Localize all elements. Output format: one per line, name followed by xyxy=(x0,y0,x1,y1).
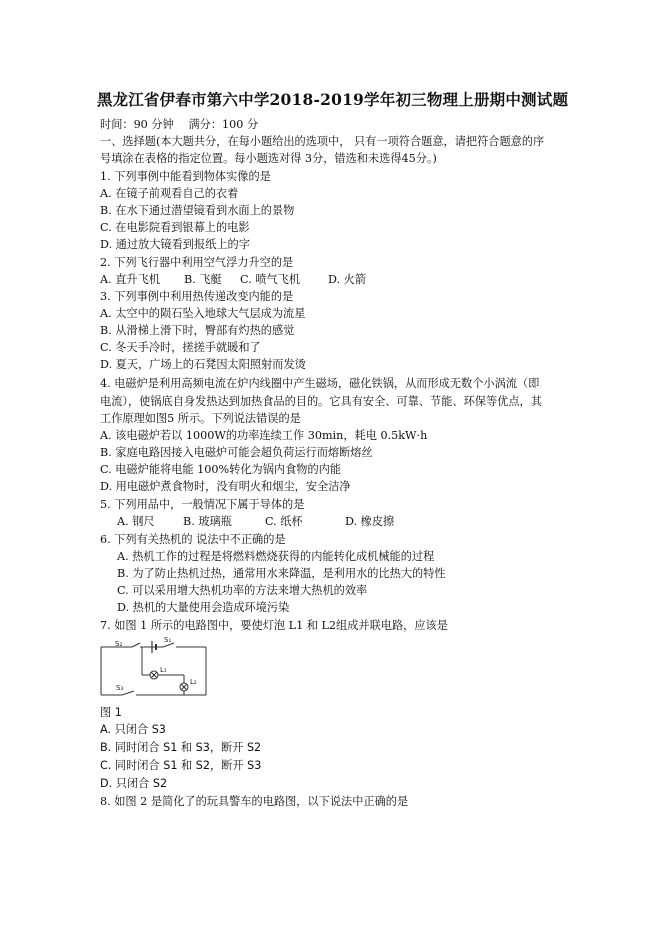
q7-option-a: A. 只闭合 S3 xyxy=(100,723,166,736)
q1-option-a: A. 在镜子前观看自己的衣着 xyxy=(100,187,239,200)
q3-option-a: A. 太空中的陨石坠入地球大气层成为流星 xyxy=(100,307,306,320)
q2-option-d: D. 火箭 xyxy=(328,273,367,286)
label-s2: S₂ xyxy=(115,640,123,648)
q7-stem: 7. 如图 1 所示的电路图中，要使灯泡 L1 和 L2组成并联电路，应该是 xyxy=(100,619,448,632)
q7-option-c: C. 同时闭合 S1 和 S2，断开 S3 xyxy=(100,759,262,772)
figure-1-label: 图 1 xyxy=(100,706,122,719)
q4-option-d: D. 用电磁炉煮食物时，没有明火和烟尘，安全洁净 xyxy=(100,480,351,493)
exam-meta: 时间：90 分钟 满分：100 分 xyxy=(100,118,259,131)
section-instructions-line-1: 一、选择题(本大题共分，在每小题给出的选项中， 只有一项符合题意，请把符合题意的序 xyxy=(100,135,545,148)
q4-stem-line-3: 工作原理如图5 所示。下列说法错误的是 xyxy=(100,412,301,425)
q3-option-b: B. 从滑梯上滑下时，臀部有灼热的感觉 xyxy=(100,324,295,337)
label-l2: L₂ xyxy=(190,678,197,686)
q6-option-c: C. 可以采用增大热机功率的方法来增大热机的效率 xyxy=(117,584,368,597)
q3-stem: 3. 下列事例中利用热传递改变内能的是 xyxy=(100,290,294,303)
q5-option-a: A. 钢尺 xyxy=(117,515,155,528)
q2-option-c: C. 喷气飞机 xyxy=(240,273,301,286)
q1-option-b: B. 在水下通过潜望镜看到水面上的景物 xyxy=(100,204,295,217)
q5-option-d: D. 橡皮擦 xyxy=(345,515,395,528)
q6-stem: 6. 下列有关热机的 说法中不正确的是 xyxy=(100,533,286,546)
section-instructions-line-2: 号填涂在表格的指定位置。每小题选对得 3分，错选和未选得45分。) xyxy=(100,152,437,165)
q6-option-d: D. 热机的大量使用会造成环境污染 xyxy=(117,601,290,614)
q7-option-b: B. 同时闭合 S1 和 S3，断开 S2 xyxy=(100,741,262,754)
q5-stem: 5. 下列用品中，一般情况下属于导体的是 xyxy=(100,498,305,511)
label-s1: S₁ xyxy=(164,637,172,644)
q4-option-c: C. 电磁炉能将电能 100%转化为锅内食物的内能 xyxy=(100,463,342,476)
q1-option-c: C. 在电影院看到银幕上的电影 xyxy=(100,221,250,234)
q5-option-b: B. 玻璃瓶 xyxy=(183,515,232,528)
q5-options xyxy=(117,515,394,529)
q8-stem: 8. 如图 2 是简化了的玩具警车的电路图，以下说法中正确的是 xyxy=(100,795,409,808)
q1-stem: 1. 下列事例中能看到物体实像的是 xyxy=(100,170,271,183)
q2-option-a: A. 直升飞机 xyxy=(100,273,160,286)
q5-option-c: C. 纸杯 xyxy=(265,515,303,528)
circuit-diagram xyxy=(98,637,210,699)
q4-option-b: B. 家庭电路因接入电磁炉可能会超负荷运行而熔断熔丝 xyxy=(100,446,373,459)
label-l1: L₁ xyxy=(160,666,167,674)
q2-options xyxy=(100,273,366,287)
q2-stem: 2. 下列飞行器中利用空气浮力升空的是 xyxy=(100,256,294,269)
q6-option-b: B. 为了防止热机过热，通常用水来降温，是利用水的比热大的特性 xyxy=(117,567,446,580)
label-s3: S₃ xyxy=(116,684,124,692)
q7-option-d: D. 只闭合 S2 xyxy=(100,777,168,790)
q4-stem-line-2: 电流），使锅底自身发热达到加热食品的目的。它具有安全、可靠、节能、环保等优点，其 xyxy=(100,395,542,408)
q4-stem-line-1: 4. 电磁炉是利用高频电流在炉内线圈中产生磁场，磁化铁锅，从而形成无数个小涡流（即 xyxy=(100,377,540,390)
q6-option-a: A. 热机工作的过程是将燃料燃烧获得的内能转化成机械能的过程 xyxy=(117,550,435,563)
q3-option-d: D. 夏天，广场上的石凳因太阳照射而发烫 xyxy=(100,358,306,371)
page-title: 黑龙江省伊春市第六中学2018-2019学年初三物理上册期中测试题 xyxy=(96,90,569,109)
q1-option-d: D. 通过放大镜看到报纸上的字 xyxy=(100,238,250,251)
q4-option-a: A. 该电磁炉若以 1000W的功率连续工作 30min，耗电 0.5kW·h xyxy=(100,429,428,442)
q3-option-c: C. 冬天手冷时，搓搓手就暖和了 xyxy=(100,341,261,354)
q2-option-b: B. 飞艇 xyxy=(184,273,222,286)
